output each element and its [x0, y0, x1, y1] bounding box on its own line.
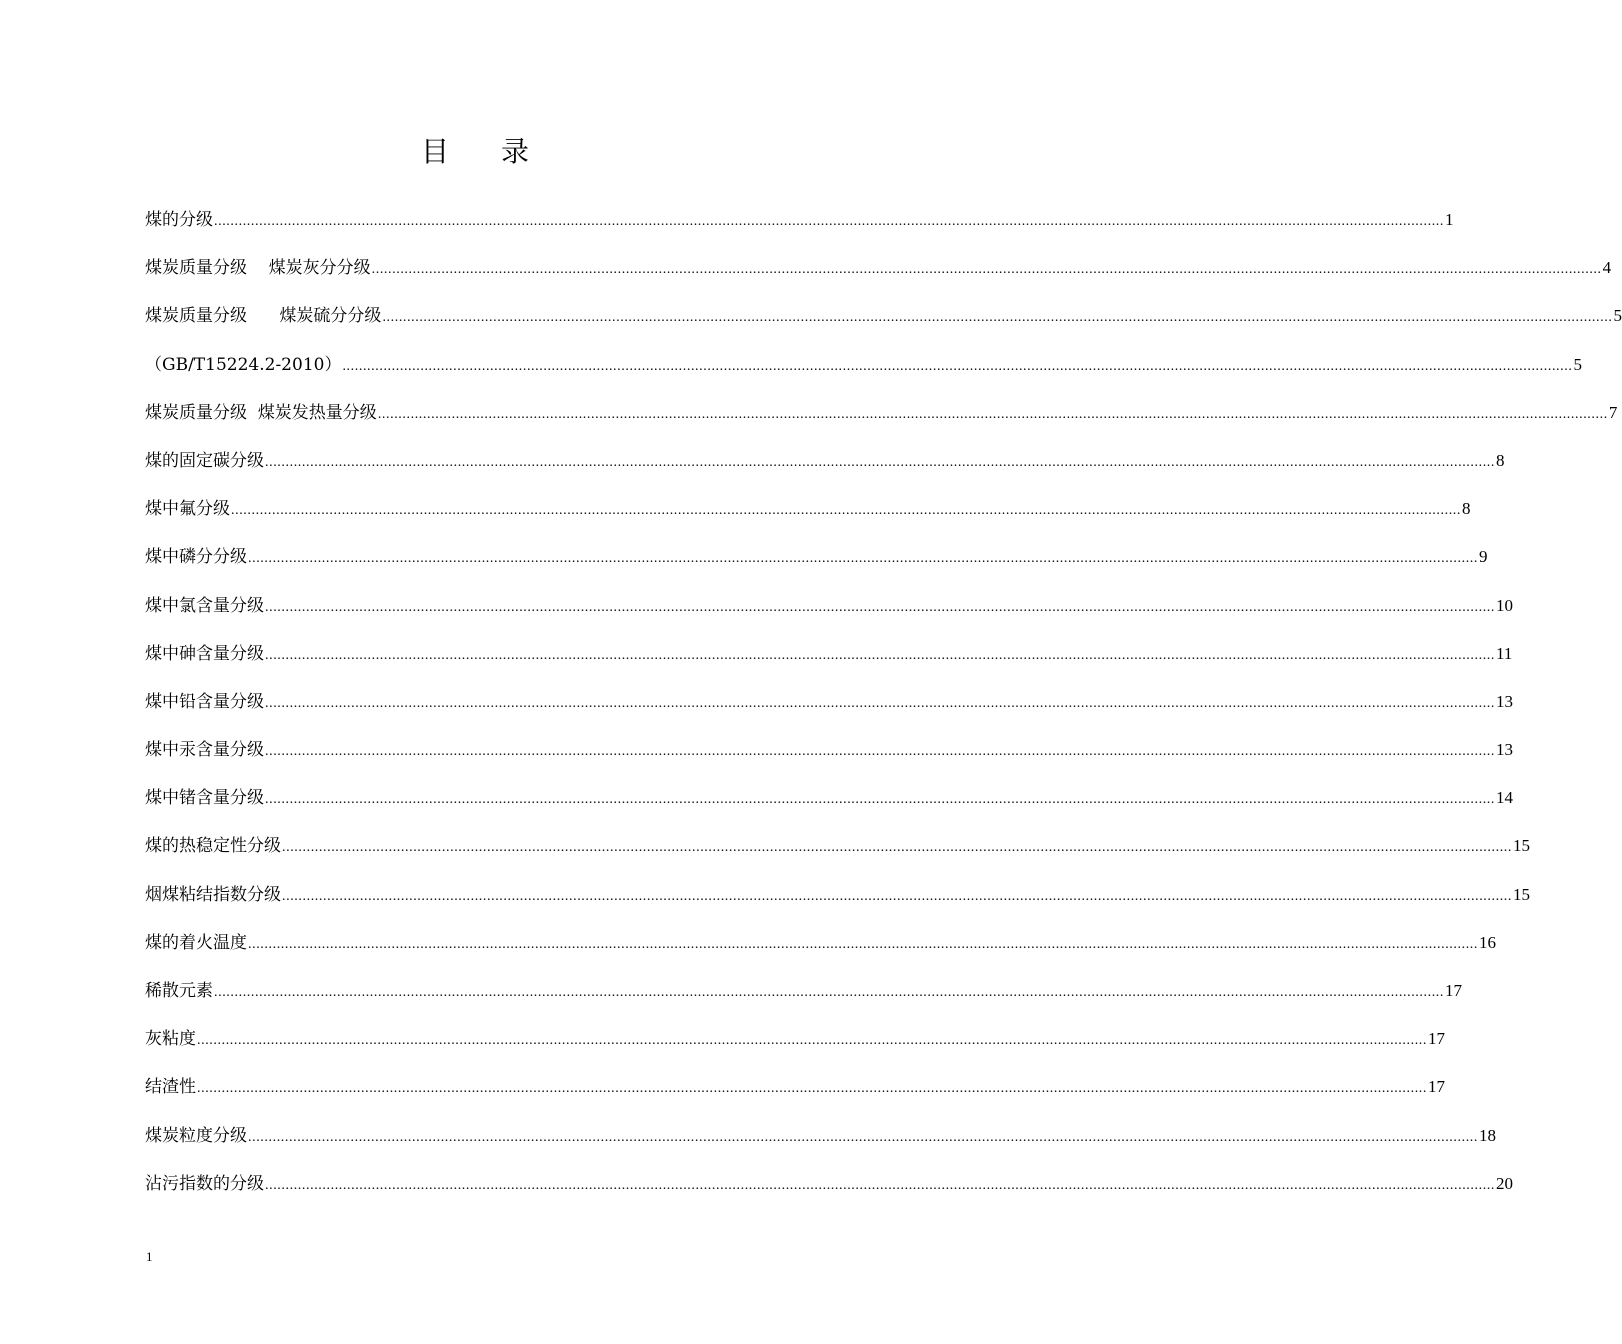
toc-entry-page: 1	[1445, 210, 1454, 229]
toc-leader-dots: ............................................................................................................................................................................................................................................................................................................	[342, 358, 1573, 374]
toc-leader-dots: ............................................................................................................................................................................................................................................................................................................	[248, 551, 1478, 567]
toc-entry[interactable]	[145, 923, 1496, 971]
toc-entry-page: 4	[1602, 258, 1612, 278]
toc-entry-page: 15	[1513, 884, 1530, 904]
toc-leader-dots: ............................................................................................................................................................................................................................................................................................................	[382, 310, 1613, 326]
toc-entry-label: 煤的分级	[145, 210, 213, 230]
toc-entry[interactable]	[145, 537, 1488, 585]
toc-entry-label: 煤中锗含量分级	[145, 788, 264, 809]
toc-entry[interactable]	[145, 730, 1513, 778]
toc-entry[interactable]	[145, 1116, 1496, 1164]
toc-entry[interactable]	[145, 489, 1471, 537]
toc-entry-page: 17	[1445, 981, 1462, 1000]
toc-entry-label: 煤炭质量分级 煤炭硫分分级	[145, 306, 382, 327]
toc-entry-label: 煤的固定碳分级	[145, 450, 264, 471]
toc-entry-page: 18	[1479, 1125, 1496, 1145]
toc-entry-page: 5	[1613, 306, 1622, 326]
page-number: 1	[146, 1249, 153, 1264]
toc-entry-label: 沾污指数的分级	[145, 1173, 264, 1194]
toc-leader-dots: ............................................................................................................................................................................................................................................................................................................	[265, 792, 1495, 808]
toc-leader-dots: ............................................................................................................................................................................................................................................................................................................	[265, 1177, 1495, 1193]
toc-entry[interactable]	[145, 1067, 1445, 1115]
toc-entry-page: 9	[1479, 547, 1488, 567]
toc-leader-dots: ............................................................................................................................................................................................................................................................................................................	[248, 936, 1478, 952]
toc-entry[interactable]	[145, 248, 1612, 296]
toc-entry-label: （GB/T15224.2-2010）	[145, 354, 342, 375]
toc-entry[interactable]	[145, 1019, 1445, 1067]
toc-entry-label: 煤中砷含量分级	[145, 643, 264, 664]
toc-leader-dots: ............................................................................................................................................................................................................................................................................................................	[214, 214, 1444, 229]
toc-entry-page: 17	[1428, 1077, 1445, 1097]
toc-entry-page: 7	[1608, 402, 1618, 422]
toc-leader-dots: ............................................................................................................................................................................................................................................................................................................	[248, 1129, 1478, 1145]
toc-entry-label: 煤中氟分级	[145, 499, 230, 520]
toc-leader-dots: ............................................................................................................................................................................................................................................................................................................	[265, 599, 1495, 615]
toc-entry-label: 烟煤粘结指数分级	[145, 884, 281, 905]
toc-entry[interactable]	[145, 778, 1513, 826]
toc-entry[interactable]	[145, 296, 1622, 344]
toc-entry[interactable]	[145, 441, 1505, 489]
toc-entry-label: 煤中磷分分级	[145, 547, 247, 568]
toc-leader-dots: ............................................................................................................................................................................................................................................................................................................	[377, 406, 1608, 422]
toc-entry-page: 14	[1496, 788, 1513, 808]
toc-entry[interactable]	[145, 826, 1530, 874]
toc-leader-dots: ............................................................................................................................................................................................................................................................................................................	[265, 695, 1495, 711]
toc-entry-label: 灰粘度	[145, 1029, 196, 1050]
toc-entry-page: 20	[1496, 1173, 1513, 1193]
toc-entry-label: 煤中汞含量分级	[145, 740, 264, 761]
toc-entry-page: 13	[1496, 740, 1513, 760]
toc-entry-page: 8	[1462, 499, 1471, 519]
toc-entry-page: 5	[1573, 354, 1582, 374]
toc-entry-page: 11	[1496, 643, 1513, 663]
toc-entry-label: 煤的热稳定性分级	[145, 836, 281, 857]
toc-entry-label: 煤中铅含量分级	[145, 691, 264, 712]
toc-entry-page: 15	[1513, 836, 1530, 856]
toc-entry[interactable]	[145, 200, 1454, 248]
toc-entry[interactable]	[145, 634, 1513, 682]
toc-leader-dots: ............................................................................................................................................................................................................................................................................................................	[231, 503, 1461, 519]
table-of-contents	[145, 200, 1622, 1212]
toc-leader-dots: ............................................................................................................................................................................................................................................................................................................	[197, 1081, 1427, 1097]
toc-leader-dots: ............................................................................................................................................................................................................................................................................................................	[282, 888, 1512, 904]
toc-entry-page: 8	[1496, 450, 1505, 470]
toc-entry-label: 煤的着火温度	[145, 932, 247, 953]
toc-entry-label: 稀散元素	[145, 981, 213, 1001]
toc-entry-label: 煤炭质量分级 煤炭发热量分级	[145, 402, 377, 423]
toc-entry-page: 13	[1496, 691, 1513, 711]
toc-entry-page: 17	[1428, 1029, 1445, 1049]
toc-entry[interactable]	[145, 586, 1513, 634]
toc-entry-page: 10	[1496, 595, 1513, 615]
toc-entry[interactable]	[145, 393, 1618, 441]
toc-leader-dots: ............................................................................................................................................................................................................................................................................................................	[282, 840, 1512, 856]
toc-entry-label: 结渣性	[145, 1077, 196, 1098]
toc-leader-dots: ............................................................................................................................................................................................................................................................................................................	[214, 985, 1444, 1000]
toc-leader-dots: ............................................................................................................................................................................................................................................................................................................	[265, 647, 1495, 663]
toc-entry[interactable]	[145, 345, 1582, 393]
toc-entry-label: 煤炭粒度分级	[145, 1125, 247, 1146]
toc-leader-dots: ............................................................................................................................................................................................................................................................................................................	[265, 744, 1495, 760]
toc-entry-page: 16	[1479, 932, 1496, 952]
toc-entry-label: 煤炭质量分级 煤炭灰分分级	[145, 258, 371, 279]
toc-entry-label: 煤中氯含量分级	[145, 595, 264, 616]
page-title: 目录	[420, 135, 581, 168]
toc-entry[interactable]	[145, 971, 1462, 1019]
toc-leader-dots: ............................................................................................................................................................................................................................................................................................................	[197, 1033, 1427, 1049]
toc-leader-dots: ............................................................................................................................................................................................................................................................................................................	[371, 262, 1602, 278]
toc-entry[interactable]	[145, 875, 1530, 923]
toc-leader-dots: ............................................................................................................................................................................................................................................................................................................	[265, 454, 1495, 470]
toc-entry[interactable]	[145, 682, 1513, 730]
toc-entry[interactable]	[145, 1164, 1513, 1212]
